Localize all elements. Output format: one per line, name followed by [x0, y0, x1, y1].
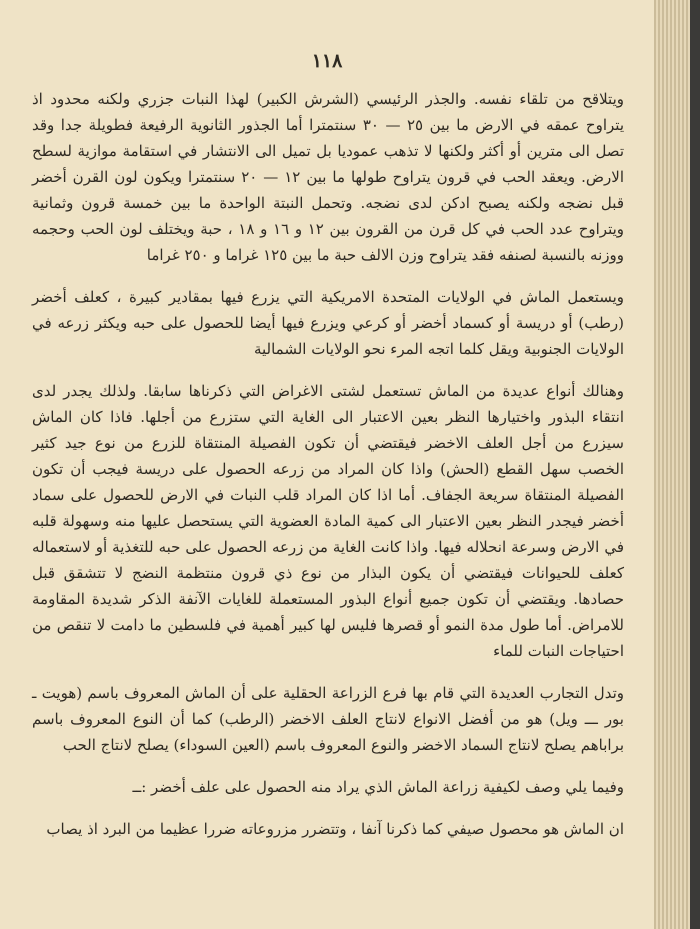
paragraph-plant-description: ويتلاقح من تلقاء نفسه. والجذر الرئيسي (الشرش الكبير) لهذا النبات جزري ولكنه محدود اذ يتراوح عمقه في الارض ما بين ٢٥ — ٣٠ سنتمترا أما الجذور الثانوية الرفيعة فطويلة جدا وقد تصل الى مترين أو أكثر ولكنها لا تذهب عموديا بل تميل الى الانتشار في استقامة موازية لسطح الارض. ويعقد الحب في قرون يتراوح طولها ما بين ١٢ — ٢٠ سنتمترا ويكون لون القرن أخضر قبل نضجه ولكنه يصبح ادكن لدى نضجه. وتحمل النبتة الواحدة ما بين خمسة قرون وثمانية ويتراوح عدد الحب في كل قرن من القرون بين ١٢ و ١٦ و ١٨ ، حبة ويختلف لون الحب وحجمه ووزنه بالنسبة لصنفه فقد يتراوح وزن الالف حبة ما بين ١٢٥ غراما و ٢٥٠ غراما [32, 90, 625, 264]
paragraph-experiments: وتدل التجارب العديدة التي قام بها فرع الزراعة الحقلية على أن الماش المعروف باسم (هويت ـ بور ـــ ويل) هو من أفضل الانواع لانتاج العلف الاخضر (الرطب) كما أن النوع المعروف باسم براباهم يصلح لانتاج السماد الاخضر والنوع المعروف باسم (العين السوداء) يصلح لانتاج الحب [32, 684, 624, 754]
paragraph-us-usage: ويستعمل الماش في الولايات المتحدة الامريكية التي يزرع فيها بمقادير كبيرة ، كعلف أخضر (رطب) أو دريسة أو كسماد أخضر أو كرعي ويزرع فيها أيضا للحصول على حبه ويكثر زرعه في الولايات الجنوبية ويقل كلما اتجه المرء نحو الولايات الشمالية [32, 288, 624, 358]
paragraph-varieties: وهنالك أنواع عديدة من الماش تستعمل لشتى الاغراض التي ذكرناها سابقا. ولذلك يجدر لدى انتقاء البذور واختيارها النظر بعين الاعتبار الى الغاية التي ستزرع من أجلها. فاذا كان الماش سيزرع من أجل العلف الاخضر فيقتضي أن تكون الفصيلة المنتقاة للزرع من نوع جيد كثير الخصب سهل القطع (الحش) واذا كان المراد من زرعه الحصول على دريسة فيجب أن تكون الفصيلة المنتقاة سريعة الجفاف. أما اذا كان المراد قلب النبات في الارض للحصول على سماد أخضر فيجدر النظر بعين الاعتبار الى كمية المادة العضوية التي يستحصل عليها منه وسهولة قلبه في الارض وسرعة انحلاله فيها. واذا كانت الغاية من زرعه الحصول على حبه للتغذية أو لاستعماله كعلف للحيوانات فيقتضي أن يكون البذار من نوع ذي قرون منتظمة النضج لا تتشقق قبل حصادها. ويقتضي أن تكون جميع أنواع البذور المستعملة للغايات الآنفة الذكر شديدة المقاومة للامراض. أما طول مدة النمو أو قصرها فليس لها كبير أهمية في فلسطين ما دامت لا تنقص من احتياجات النبات للماء [32, 382, 624, 660]
page-text [32, 86, 624, 842]
paragraph-summer-crop: ان الماش هو محصول صيفي كما ذكرنا آنفا ، وتتضرر مزروعاته ضررا عظيما من البرد اذ يصاب [46, 820, 624, 838]
paragraph-intro-cultivation: وفيما يلي وصف لكيفية زراعة الماش الذي يراد منه الحصول على علف أخضر :ــ [132, 778, 624, 796]
book-cover-spine [690, 0, 700, 929]
page-number: ١١٨ [311, 50, 343, 72]
